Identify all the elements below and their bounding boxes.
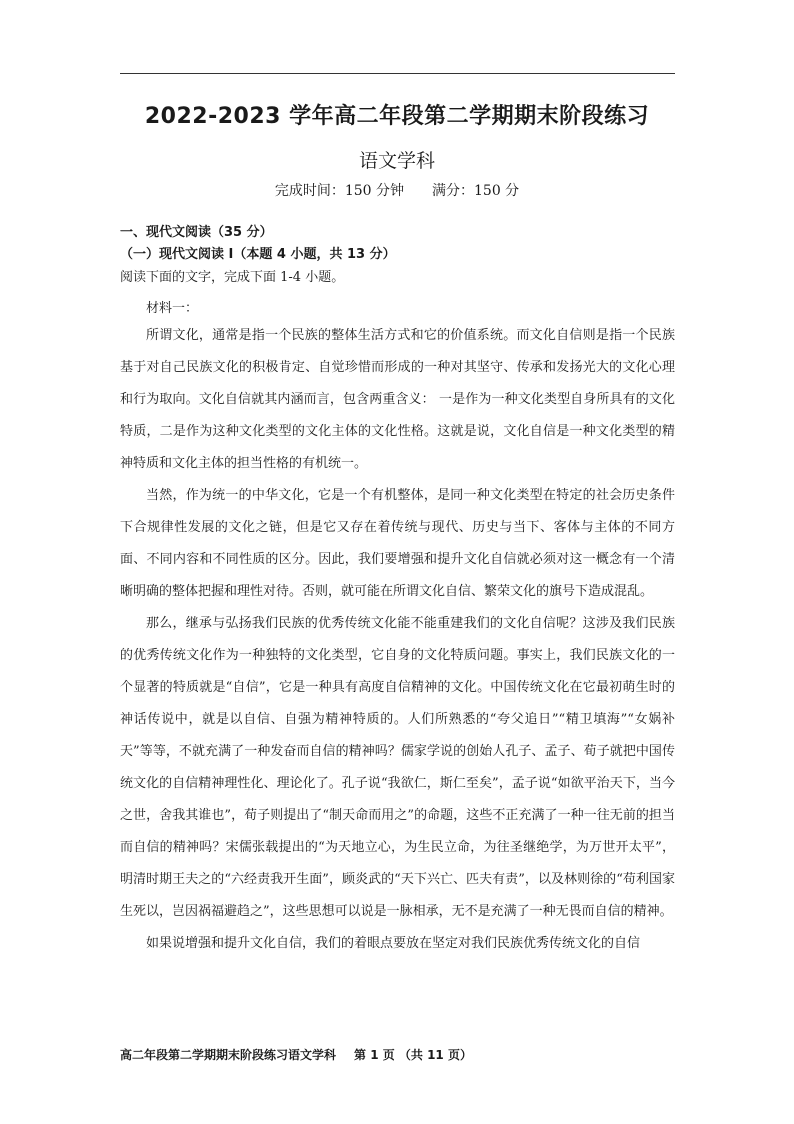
- header-rule: [120, 73, 675, 74]
- paragraph: 当然，作为统一的中华文化，它是一个有机整体，是同一种文化类型在特定的社会历史条件下合规律性发展的文化之链，但是它又存在着传统与现代、历史与当下、客体与主体的不同方面、不同内容和不同性质的区分。因此，我们要增强和提升文化自信就必须对这一概念有一个清晰明确的整体把握和理性对待。否则，就可能在所谓文化自信、繁荣文化的旗号下造成混乱。: [120, 488, 675, 599]
- subsection-heading: （一）现代文阅读 I（本题 4 小题，共 13 分）: [120, 247, 396, 262]
- paragraph: 所谓文化，通常是指一个民族的整体生活方式和它的价值系统。而文化自信则是指一个民族基于对自己民族文化的积极肯定、自觉珍惜而形成的一种对其坚守、传承和发扬光大的文化心理和行为取向。文化自信就其内涵而言，包含两重含义： 一是作为一种文化类型自身所具有的文化特质，二是作为这种文化类型的文化主体的文化性格。这就是说，文化自信是一种文化类型的精神特质和文化主体的担当性格的有机统一。: [120, 328, 675, 471]
- passage-body: [120, 320, 675, 960]
- page-footer: [120, 1046, 675, 1063]
- full-score: 满分：150 分: [432, 183, 520, 199]
- material-label: 材料一：: [146, 301, 199, 316]
- paragraph: 如果说增强和提升文化自信，我们的着眼点要放在坚定对我们民族优秀传统文化的自信: [146, 936, 641, 951]
- subject-title: 语文学科: [358, 150, 435, 172]
- page-number: 第 1 页 （共 11 页）: [354, 1048, 472, 1062]
- instruction-text: 阅读下面的文字，完成下面 1-4 小题。: [120, 270, 345, 285]
- exam-title: 2022-2023 学年高二年段第二学期期末阶段练习: [144, 104, 650, 129]
- footer-doc-title: 高二年段第二学期期末阶段练习语文学科: [120, 1048, 337, 1062]
- section-heading: 一、现代文阅读（35 分）: [120, 225, 273, 240]
- exam-meta: [0, 180, 794, 200]
- time-limit: 完成时间：150 分钟: [274, 183, 404, 199]
- paragraph: 那么，继承与弘扬我们民族的优秀传统文化能不能重建我们的文化自信呢？这涉及我们民族的优秀传统文化作为一种独特的文化类型，它自身的文化特质问题。事实上，我们民族文化的一个显著的特质就是“自信”，它是一种具有高度自信精神的文化。中国传统文化在它最初萌生时的神话传说中，就是以自信、自强为精神特质的。人们所熟悉的“夸父追日”“精卫填海”“女娲补天”等等，不就充满了一种发奋而自信的精神吗？儒家学说的创始人孔子、孟子、荀子就把中国传统文化的自信精神理性化、理论化了。孔子说“我欲仁，斯仁至矣”，孟子说“如欲平治天下，当今之世，舍我其谁也”，荀子则提出了“制天命而用之”的命题，这些不正充满了一种一往无前的担当而自信的精神吗？宋儒张载提出的“为天地立心，为生民立命，为往圣继绝学，为万世开太平”，明清时期王夫之的“六经责我开生面”，顾炎武的“天下兴亡、匹夫有责”，以及林则徐的“苟利国家生死以，岂因祸福避趋之”，这些思想可以说是一脉相承，无不是充满了一种无畏而自信的精神。: [120, 616, 675, 919]
